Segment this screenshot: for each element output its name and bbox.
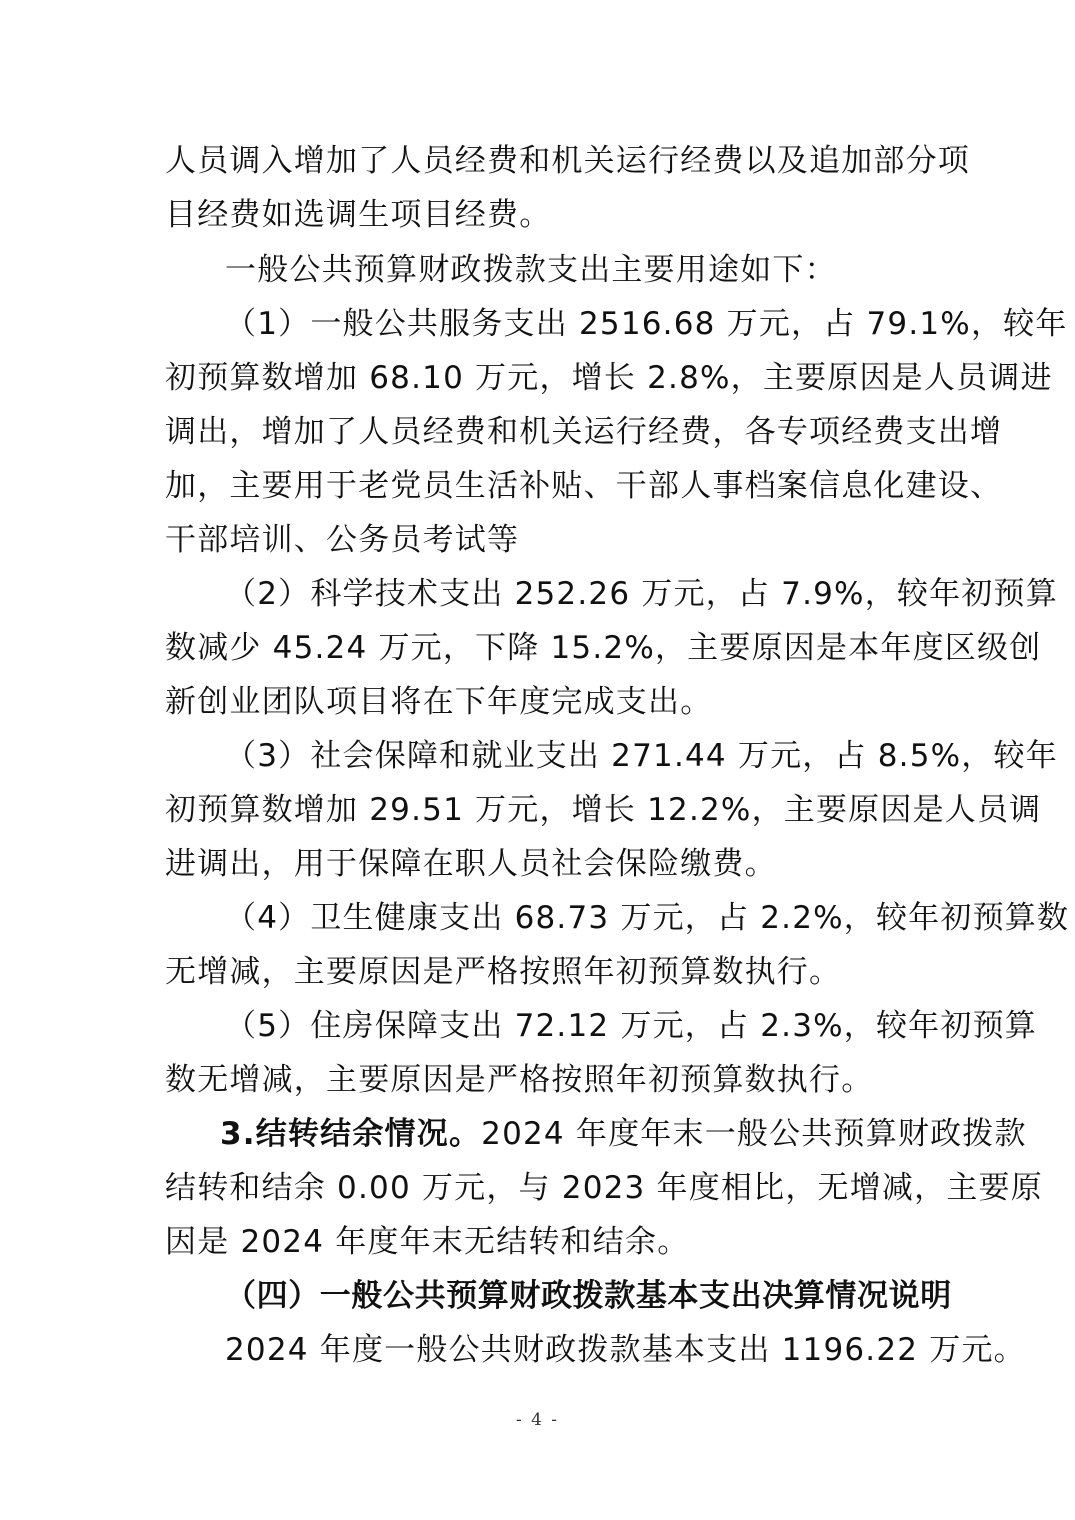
body-text-line: 干部培训、公务员考试等 <box>165 522 520 558</box>
body-text-line: 数无增减，主要原因是严格按照年初预算数执行。 <box>165 1062 874 1098</box>
body-text-line: 初预算数增加 68.10 万元，增长 2.8%，主要原因是人员调进 <box>165 360 1053 396</box>
section-3-text: 2024 年度年末一般公共预算财政拨款 <box>481 1116 1027 1152</box>
section-4-heading: （四）一般公共预算财政拨款基本支出决算情况说明 <box>225 1278 952 1314</box>
body-text-line: 加，主要用于老党员生活补贴、干部人事档案信息化建设、 <box>165 468 1003 504</box>
body-text-line: 一般公共预算财政拨款支出主要用途如下： <box>225 252 837 288</box>
body-text-line: （2）科学技术支出 252.26 万元，占 7.9%，较年初预算 <box>225 576 1058 612</box>
body-text-line: 初预算数增加 29.51 万元，增长 12.2%，主要原因是人员调 <box>165 792 1042 828</box>
body-text-line: 因是 2024 年度年末无结转和结余。 <box>165 1224 690 1260</box>
body-text-line: 2024 年度一般公共财政拨款基本支出 1196.22 万元。 <box>225 1332 1026 1368</box>
body-text-line: （3）社会保障和就业支出 271.44 万元，占 8.5%，较年 <box>225 738 1058 774</box>
body-text-line: （4）卫生健康支出 68.73 万元，占 2.2%，较年初预算数 <box>225 900 1070 936</box>
section-3-first-line <box>220 1114 1027 1154</box>
body-text-line: 目经费如选调生项目经费。 <box>165 197 552 233</box>
body-text-line: 结转和结余 0.00 万元，与 2023 年度相比，无增减，主要原 <box>165 1170 1043 1206</box>
section-3-heading: 3.结转结余情况。 <box>220 1116 482 1152</box>
body-text-line: 无增减，主要原因是严格按照年初预算数执行。 <box>165 954 842 990</box>
body-text-line: 人员调入增加了人员经费和机关运行经费以及追加部分项 <box>165 143 970 179</box>
body-text-line: 进调出，用于保障在职人员社会保险缴费。 <box>165 846 777 882</box>
body-text-line: （1）一般公共服务支出 2516.68 万元，占 79.1%，较年 <box>225 306 1068 342</box>
body-text-line: 调出，增加了人员经费和机关运行经费，各专项经费支出增 <box>165 414 1003 450</box>
body-text-line: 数减少 45.24 万元，下降 15.2%，主要原因是本年度区级创 <box>165 630 1042 666</box>
page-number: - 4 - <box>515 1410 560 1430</box>
body-text-line: （5）住房保障支出 72.12 万元，占 2.3%，较年初预算 <box>225 1008 1037 1044</box>
body-text-line: 新创业团队项目将在下年度完成支出。 <box>165 684 713 720</box>
